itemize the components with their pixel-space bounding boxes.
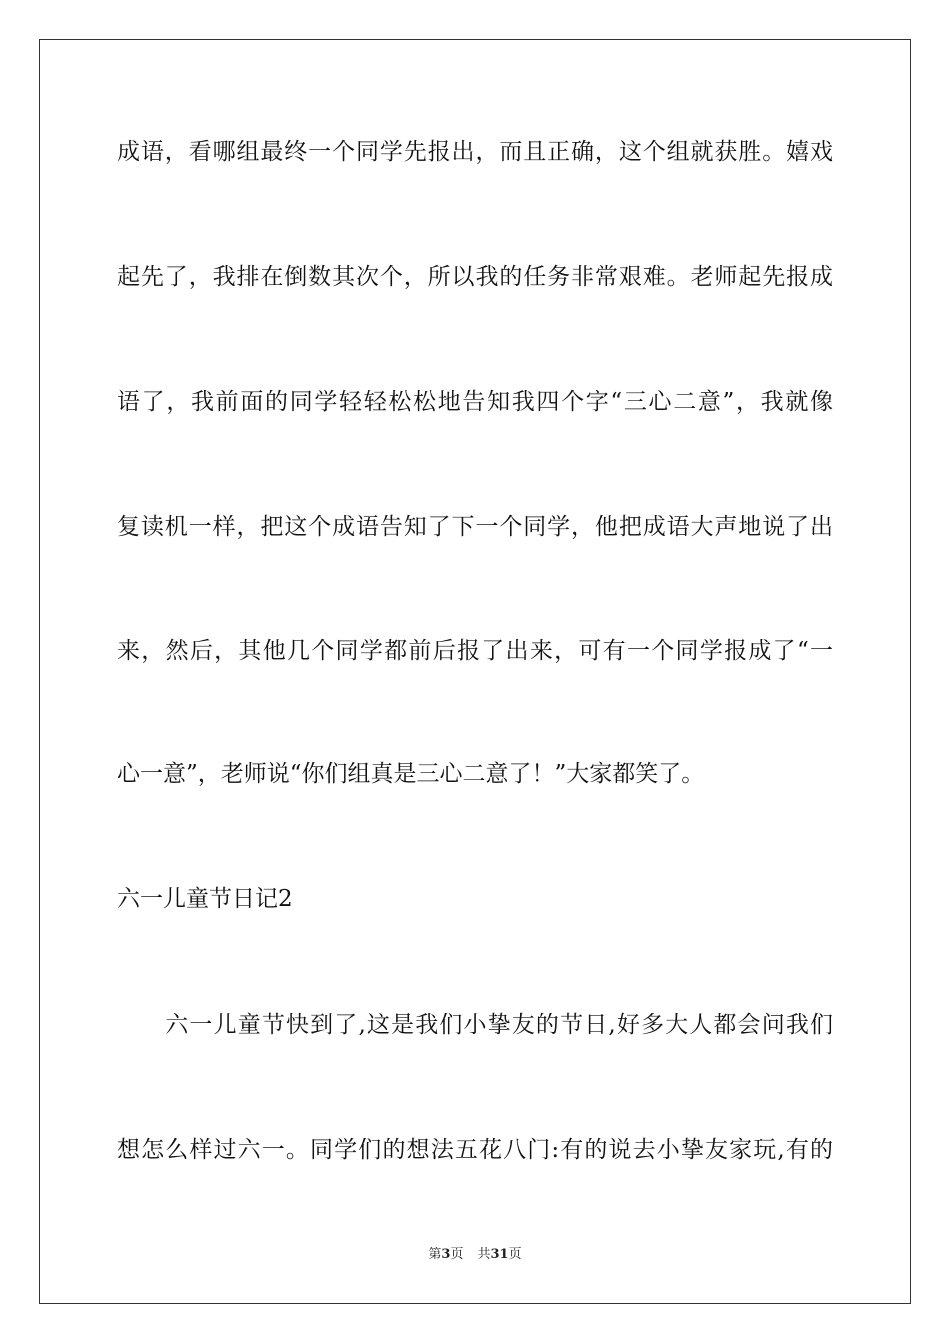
page-border (39, 39, 911, 1304)
section-title: 六一儿童节日记2 (117, 886, 293, 912)
para2-line-2: 想怎么样过六一。同学们的想法五花八门:有的说去小挚友家玩,有的 (117, 1137, 833, 1163)
body-line-3: 语了，我前面的同学轻轻松松地告知我四个字“三心二意”，我就像 (117, 389, 833, 415)
footer-total-prefix: 共 (477, 1247, 491, 1262)
footer-page-number: 3 (441, 1247, 451, 1262)
page-footer (0, 1246, 950, 1264)
body-line-2: 起先了，我排在倒数其次个，所以我的任务非常艰难。老师起先报成 (117, 264, 833, 290)
body-line-5: 来，然后，其他几个同学都前后报了出来，可有一个同学报成了“一 (117, 638, 833, 664)
footer-page-prefix: 第 (428, 1247, 442, 1262)
body-line-1: 成语，看哪组最终一个同学先报出，而且正确，这个组就获胜。嬉戏 (117, 139, 833, 165)
footer-page-suffix: 页 (450, 1247, 464, 1262)
body-line-6: 心一意”，老师说“你们组真是三心二意了！”大家都笑了。 (117, 761, 705, 787)
footer-total-number: 31 (490, 1247, 509, 1262)
footer-total-suffix: 页 (508, 1247, 522, 1262)
para2-line-1: 六一儿童节快到了,这是我们小挚友的节日,好多大人都会问我们 (117, 1012, 833, 1038)
body-line-4: 复读机一样，把这个成语告知了下一个同学，他把成语大声地说了出 (117, 514, 833, 540)
